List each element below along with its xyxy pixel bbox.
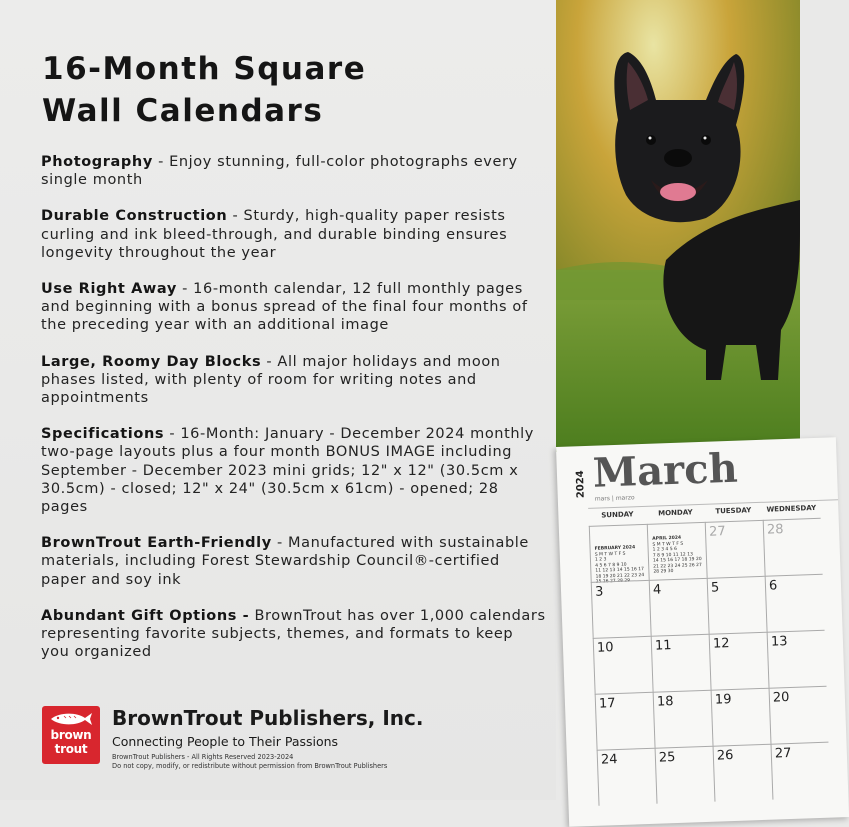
day-cell bbox=[655, 746, 715, 804]
feature-text: BrownTrout has over 1,000 calendars representing favorite subjects, themes, and formats to keep you organized bbox=[41, 607, 546, 661]
day-number: 24 bbox=[600, 752, 618, 768]
day-cell bbox=[649, 578, 709, 636]
day-cell bbox=[765, 574, 825, 632]
day-cell bbox=[647, 522, 707, 580]
legal-notice bbox=[112, 753, 532, 770]
feature-heading: Specifications bbox=[41, 426, 165, 443]
title-line-1: 16-Month Square bbox=[42, 51, 367, 87]
day-cell bbox=[763, 518, 823, 576]
feature-list bbox=[41, 153, 546, 679]
publisher-tagline: Connecting People to Their Passions bbox=[112, 734, 339, 749]
calendar-page bbox=[556, 437, 849, 827]
day-number: 4 bbox=[652, 582, 662, 598]
feature-heading: Use Right Away bbox=[41, 281, 177, 298]
calendar-month-translation: mars | marzo bbox=[594, 494, 635, 503]
day-cell bbox=[767, 630, 827, 688]
browntrout-logo bbox=[42, 706, 100, 764]
mini-calendar-title: FEBRUARY 2024 bbox=[594, 545, 636, 552]
legal-line-2: Do not copy, modify, or redistribute without permission from BrownTrout Publishers bbox=[112, 761, 388, 770]
day-cell bbox=[589, 524, 649, 585]
feature-use-right-away bbox=[41, 280, 546, 335]
mini-calendar-title: APRIL 2024 bbox=[652, 535, 682, 542]
mini-row: S M T W T F S bbox=[594, 551, 626, 558]
publisher-name: BrownTrout Publishers, Inc. bbox=[112, 706, 424, 730]
day-number: 11 bbox=[654, 638, 672, 654]
mini-row: 7 8 9 10 11 12 13 bbox=[652, 551, 693, 559]
day-cell bbox=[769, 686, 829, 744]
mini-row: 4 5 6 7 8 9 10 bbox=[595, 562, 627, 569]
feature-durable-construction bbox=[41, 207, 546, 262]
day-number: 10 bbox=[596, 640, 614, 656]
day-number: 25 bbox=[658, 750, 676, 766]
feature-heading: Abundant Gift Options - bbox=[41, 607, 250, 624]
day-cell bbox=[713, 744, 773, 802]
day-cell bbox=[705, 520, 765, 578]
day-cell bbox=[593, 636, 653, 694]
day-cell bbox=[595, 692, 655, 750]
page-title bbox=[42, 48, 522, 132]
weekday-wednesday: WEDNESDAY bbox=[766, 503, 817, 514]
mini-row: 1 2 3 4 5 6 bbox=[652, 546, 678, 553]
mini-calendar-april bbox=[652, 535, 703, 575]
day-number: 5 bbox=[710, 580, 720, 596]
logo-word-brown: brown bbox=[50, 728, 92, 742]
feature-text: - Manufactured with sustainable materials, including Forest Stewardship Council®-certified paper and soy ink bbox=[41, 535, 529, 588]
day-number: 13 bbox=[770, 634, 788, 650]
day-number: 27 bbox=[774, 745, 792, 762]
calendar-month: March bbox=[592, 444, 739, 497]
day-cell bbox=[653, 690, 713, 748]
feature-day-blocks bbox=[41, 353, 546, 408]
day-cell bbox=[651, 634, 711, 692]
feature-text: - 16-month calendar, 12 full monthly pages and beginning with a bonus spread of the final four months of the preceding year with an additional image bbox=[41, 281, 528, 334]
weekday-monday: MONDAY bbox=[658, 508, 693, 518]
day-cell bbox=[709, 632, 769, 690]
weekday-tuesday: TUESDAY bbox=[715, 506, 752, 516]
feature-text: - Sturdy, high-quality paper resists curling and ink bleed-through, and durable binding ensures longevity throughout the year bbox=[41, 208, 508, 261]
dog-photo bbox=[556, 0, 800, 452]
day-cell bbox=[597, 748, 657, 806]
mini-row: 1 2 3 bbox=[594, 557, 607, 563]
legal-line-1: BrownTrout Publishers - All Rights Reserved 2023-2024 bbox=[112, 753, 294, 761]
mini-row: 14 15 16 17 18 19 20 bbox=[652, 556, 702, 564]
day-number: 3 bbox=[594, 584, 604, 600]
feature-heading: BrownTrout Earth-Friendly bbox=[41, 535, 272, 552]
feature-earth-friendly bbox=[41, 534, 546, 589]
mini-calendar-february bbox=[595, 545, 646, 585]
mini-row: 25 26 27 28 29 bbox=[595, 578, 631, 585]
day-number: 20 bbox=[772, 690, 790, 706]
day-number: 17 bbox=[598, 696, 616, 712]
day-cell bbox=[707, 576, 767, 634]
weekday-sunday: SUNDAY bbox=[601, 510, 634, 520]
feature-heading: Durable Construction bbox=[41, 208, 228, 225]
feature-heading: Photography bbox=[41, 154, 153, 170]
day-number: 18 bbox=[656, 694, 674, 710]
fish-icon bbox=[49, 711, 93, 727]
mini-row: 28 29 30 bbox=[653, 568, 674, 575]
day-number: 28 bbox=[766, 522, 784, 538]
feature-text: - All major holidays and moon phases listed, with plenty of room for writing notes and appointments bbox=[41, 353, 501, 407]
mini-row: S M T W T F S bbox=[652, 541, 684, 548]
feature-text: - Enjoy stunning, full-color photographs every single month bbox=[41, 154, 518, 189]
feature-specifications bbox=[41, 425, 546, 516]
day-number: 27 bbox=[708, 524, 726, 540]
day-cell bbox=[770, 742, 830, 800]
feature-gift-options bbox=[41, 607, 546, 662]
day-cell bbox=[591, 580, 651, 638]
title-line-2: Wall Calendars bbox=[42, 93, 324, 129]
day-number: 26 bbox=[716, 748, 734, 764]
feature-heading: Large, Roomy Day Blocks bbox=[41, 353, 262, 370]
day-cell bbox=[711, 688, 771, 746]
feature-text: - 16-Month: January - December 2024 monthly two-page layouts plus a four month BONUS IMAGE including September - December 2023 mini grids; 12" x 12" (30.5cm x 30.5cm) - closed; 12" x 24" (30.5cm x 61cm) - opened; 28 pages bbox=[41, 426, 534, 516]
mini-row: 21 22 23 24 25 26 27 bbox=[653, 562, 702, 570]
mini-row: 18 19 20 21 22 23 24 bbox=[595, 572, 645, 580]
day-number: 12 bbox=[712, 636, 730, 652]
mini-row: 11 12 13 14 15 16 17 bbox=[595, 567, 645, 574]
day-number: 19 bbox=[714, 692, 732, 708]
calendar-year: 2024 bbox=[574, 470, 587, 499]
logo-word-trout: trout bbox=[54, 742, 88, 756]
day-number: 6 bbox=[768, 578, 778, 594]
publisher-block bbox=[42, 706, 542, 786]
feature-photography bbox=[41, 153, 546, 189]
